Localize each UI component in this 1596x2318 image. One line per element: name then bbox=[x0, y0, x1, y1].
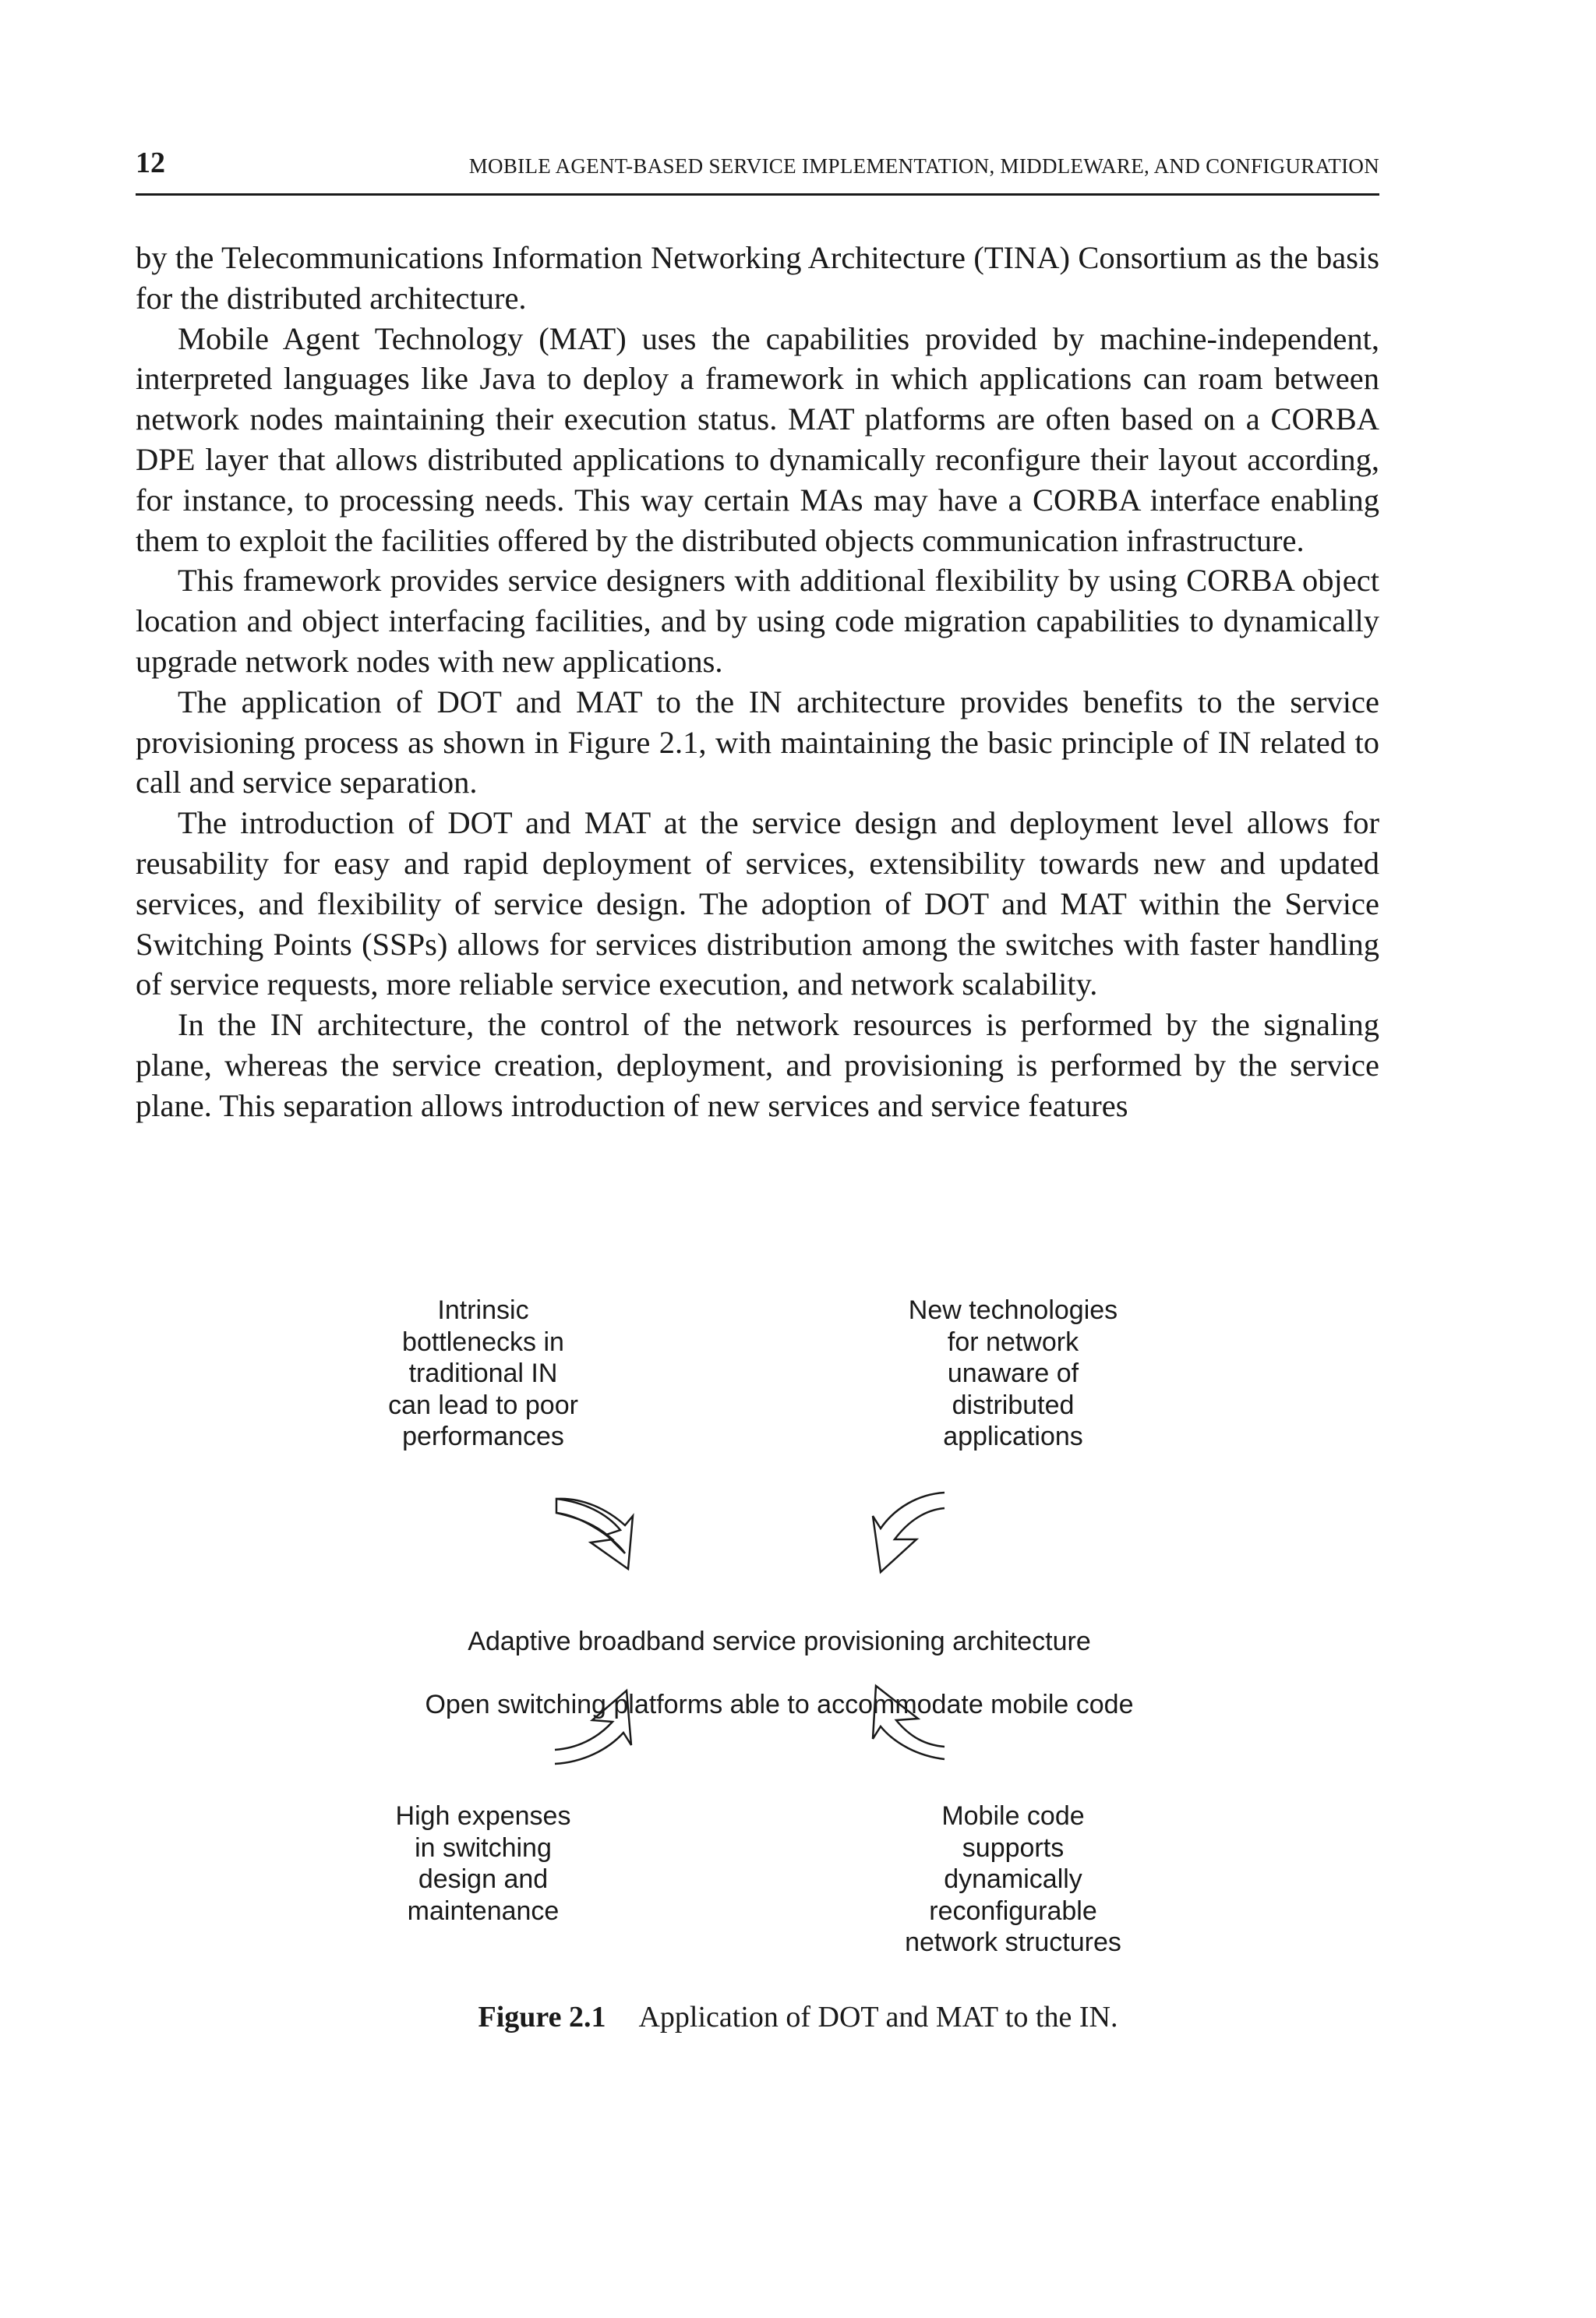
page-number: 12 bbox=[136, 147, 165, 179]
figure-center-line-2: Open switching platforms able to accommodate mobile code bbox=[425, 1689, 1134, 1719]
paragraph-3: This framework provides service designers with additional flexibility by using CORBA object location and object interfacing facilities, and by using code migration capabilities to dynamically upgrade network nodes with new applications. bbox=[136, 563, 1379, 679]
figure-caption-text: Application of DOT and MAT to the IN. bbox=[638, 2001, 1118, 2034]
arrow-top-right-icon bbox=[873, 1493, 945, 1572]
figure-caption-label: Figure 2.1 bbox=[478, 2001, 606, 2034]
figure-label-top-right: New technologies for network unaware of distributed applications bbox=[908, 1295, 1118, 1451]
paragraph-2: Mobile Agent Technology (MAT) uses the capabilities provided by machine-independent, interpreted languages like Java to deploy a framework in which applications can roam between network nodes maintaining their execution status. MAT platforms are often based on a CORBA DPE layer that allows distributed applications to dynamically reconfigure their layout according, for instance, to processing needs. This way certain MAs may have a CORBA interface enabling them to exploit the facilities offered by the distributed objects communication infrastructure. bbox=[136, 320, 1379, 558]
arrow-top-left-icon bbox=[556, 1499, 633, 1569]
figure-label-center bbox=[335, 1594, 1223, 1752]
body-text bbox=[136, 238, 1379, 1126]
page-header bbox=[136, 142, 1379, 196]
figure-label-bottom-left: High expenses in switching design and maintenance bbox=[395, 1801, 571, 1926]
figure-2-1 bbox=[335, 1282, 1223, 1984]
figure-label-top-left: Intrinsic bottlenecks in traditional IN can lead to poor performances bbox=[388, 1295, 578, 1451]
figure-label-bottom-right: Mobile code supports dynamically reconfigurable network structures bbox=[905, 1801, 1121, 1957]
paragraph-4: The application of DOT and MAT to the IN architecture provides benefits to the service provisioning process as shown in Figure 2.1, with maintaining the basic principle of IN related to call and service separation. bbox=[136, 684, 1379, 800]
paragraph-5: The introduction of DOT and MAT at the service design and deployment level allows for reusability for easy and rapid deployment of services, extensibility towards new and updated services, and flexibility of service design. The adoption of DOT and MAT within the Service Switching Points (SSPs) allows for services distribution among the switches with faster handling of service requests, more reliable service execution, and network scalability. bbox=[136, 805, 1379, 1002]
paragraph-1: by the Telecommunications Information Networking Architecture (TINA) Consortium as the basis for the distributed architecture. bbox=[136, 240, 1379, 316]
running-head: MOBILE AGENT-BASED SERVICE IMPLEMENTATION, MIDDLEWARE, AND CONFIGURATION bbox=[468, 154, 1379, 178]
figure-center-line-1: Adaptive broadband service provisioning architecture bbox=[468, 1626, 1091, 1656]
figure-caption bbox=[0, 1999, 1596, 2035]
paragraph-6: In the IN architecture, the control of the network resources is performed by the signaling plane, whereas the service creation, deployment, and provisioning is performed by the service plane. This separation allows introduction of new services and service features bbox=[136, 1007, 1379, 1123]
